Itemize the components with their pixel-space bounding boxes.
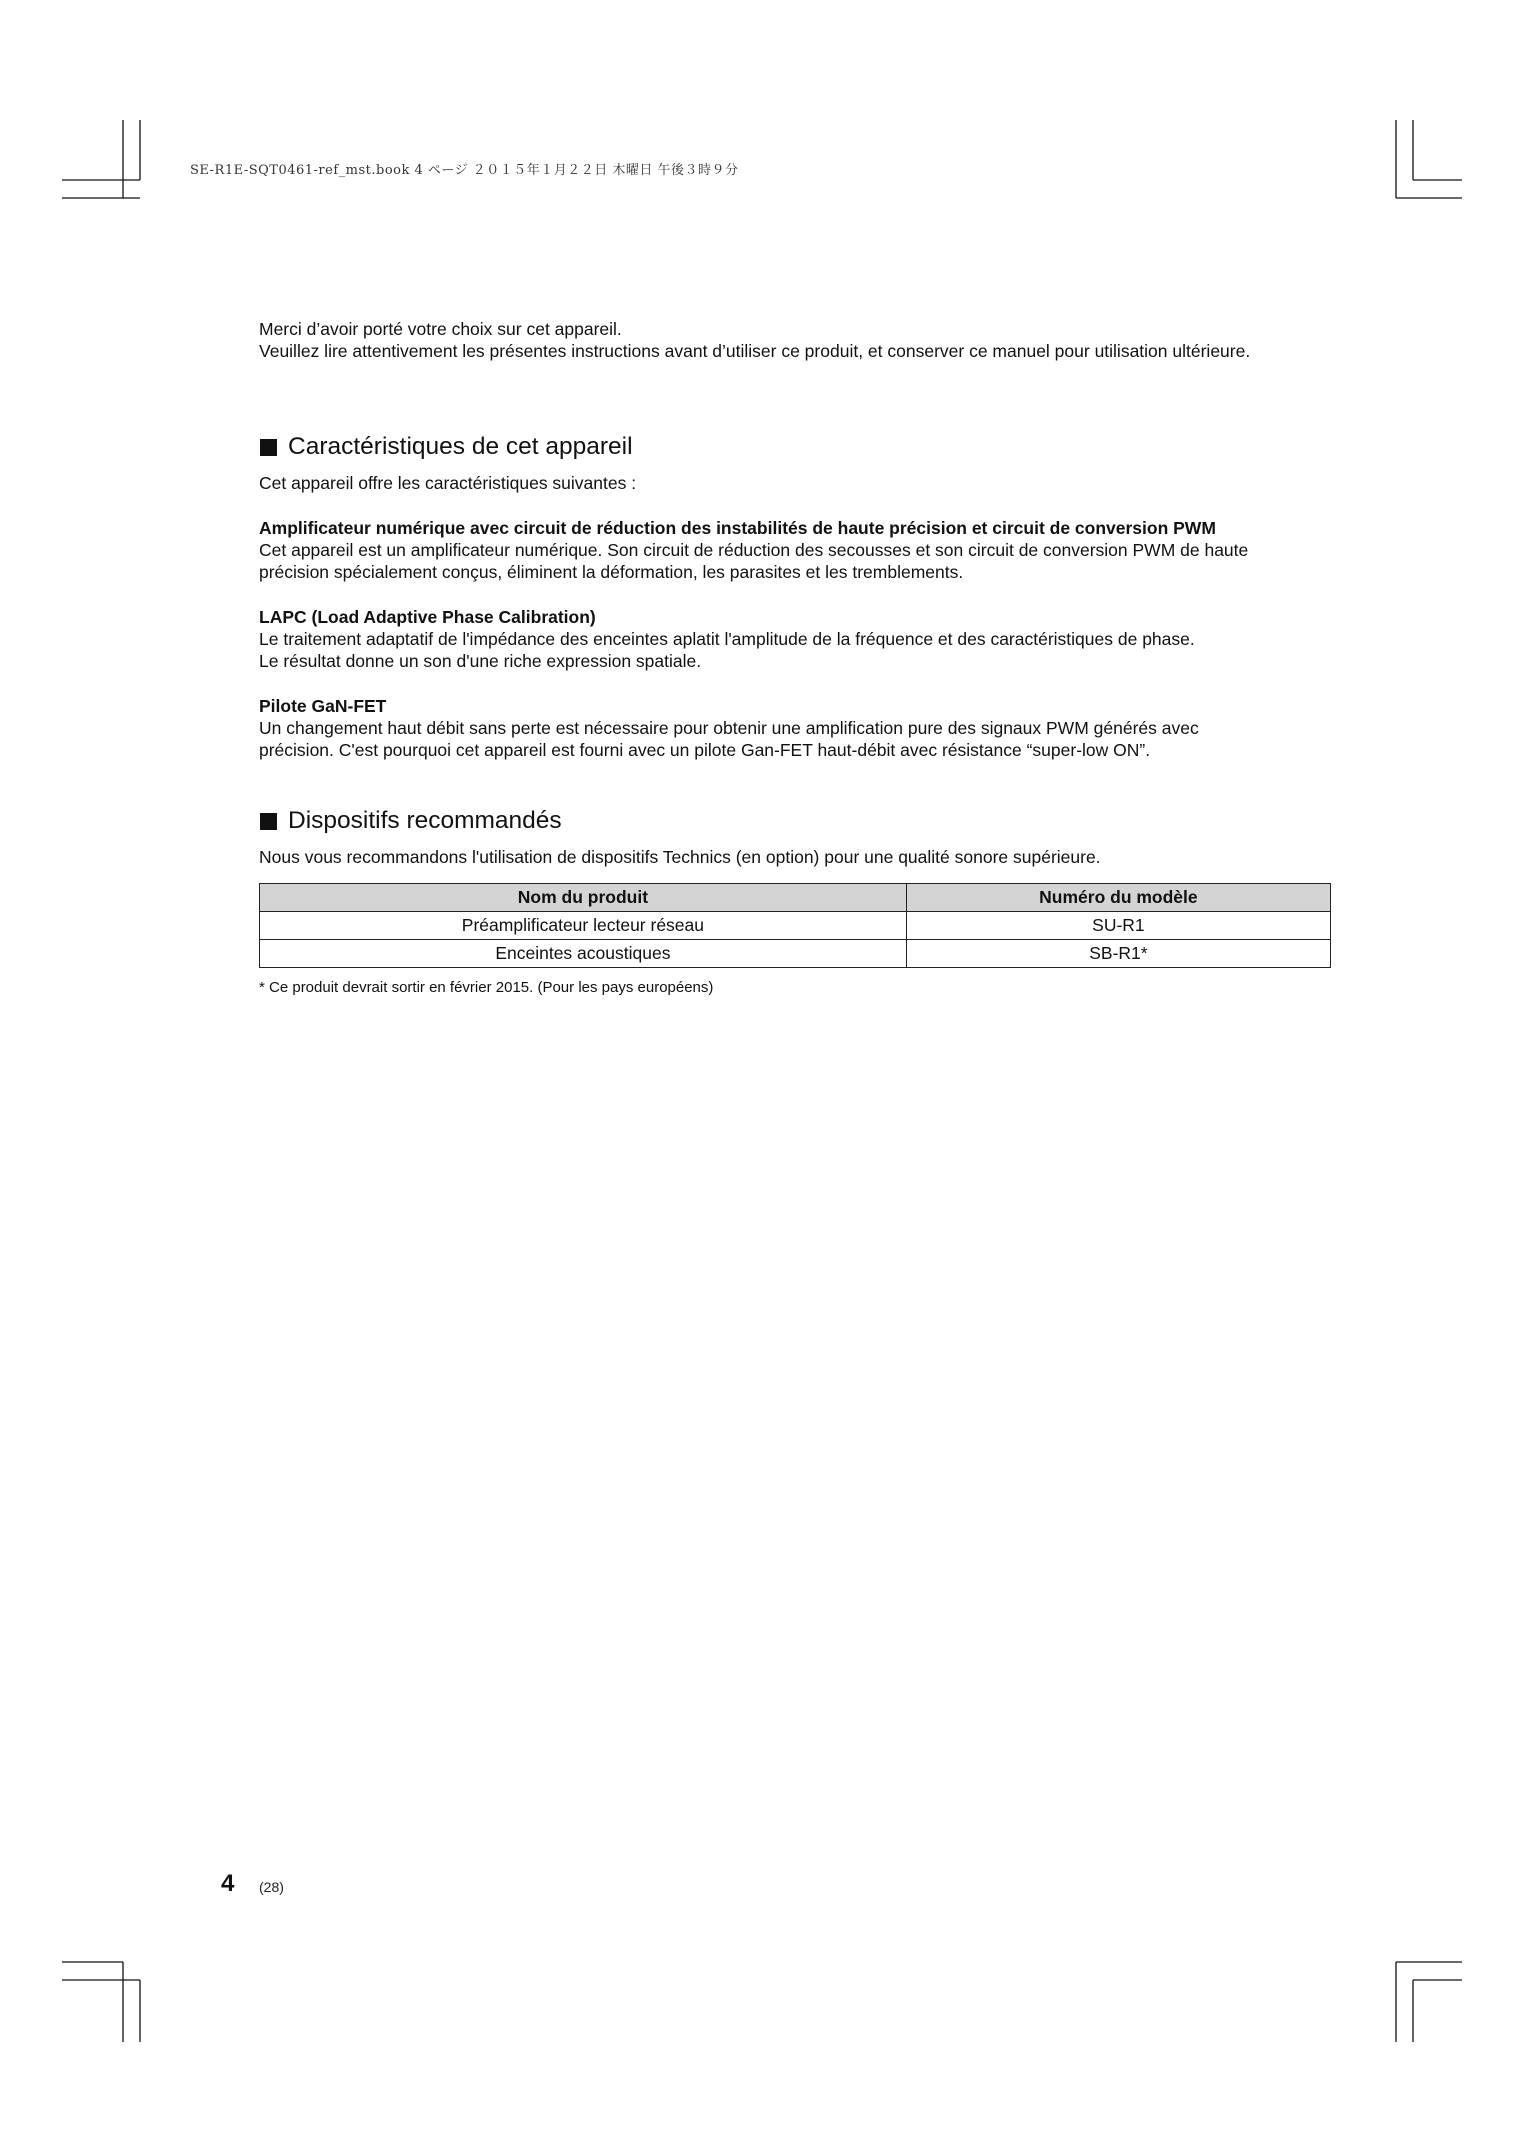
print-header: SE-R1E-SQT0461-ref_mst.book 4 ページ ２０１５年１月２２日 木曜日 午後３時９分 <box>190 163 739 178</box>
feature-item <box>259 606 1334 672</box>
table-cell: Enceintes acoustiques <box>260 940 907 968</box>
column-header: Nom du produit <box>260 884 907 912</box>
feature-text: précision spécialement conçus, éliminent la déformation, les parasites et les tremblements. <box>259 562 964 582</box>
feature-text: Le résultat donne un son d'une riche expression spatiale. <box>259 651 702 671</box>
feature-item <box>259 517 1334 583</box>
feature-title: LAPC (Load Adaptive Phase Calibration) <box>259 607 596 627</box>
section-features <box>259 432 1334 761</box>
feature-text: Le traitement adaptatif de l'impédance des enceintes aplatit l'amplitude de la fréquence et des caractéristiques de phase. <box>259 629 1195 649</box>
section-title-text: Dispositifs recommandés <box>288 807 562 834</box>
section-lead: Cet appareil offre les caractéristiques suivantes : <box>259 473 637 493</box>
feature-text: Cet appareil est un amplificateur numérique. Son circuit de réduction des secousses et son circuit de conversion PWM de haute <box>259 540 1249 560</box>
table-cell: SB-R1* <box>906 940 1330 968</box>
feature-text: précision. C'est pourquoi cet appareil est fourni avec un pilote Gan-FET haut-débit avec résistance “super-low ON”. <box>259 740 1151 760</box>
column-header: Numéro du modèle <box>906 884 1330 912</box>
intro-line: Merci d’avoir porté votre choix sur cet appareil. <box>259 319 622 339</box>
page-content <box>259 318 1334 999</box>
table-cell: SU-R1 <box>906 912 1330 940</box>
feature-text: Un changement haut débit sans perte est nécessaire pour obtenir une amplification pure des signaux PWM générés avec <box>259 718 1199 738</box>
table-header-row <box>260 884 1331 912</box>
square-bullet-icon <box>260 439 277 456</box>
page-reference: (28) <box>259 1879 284 1895</box>
section-lead: Nous vous recommandons l'utilisation de dispositifs Technics (en option) pour une qualité sonore supérieure. <box>259 847 1101 867</box>
feature-item <box>259 695 1334 761</box>
table-cell: Préamplificateur lecteur réseau <box>260 912 907 940</box>
table-row <box>260 940 1331 968</box>
recommended-devices-table <box>259 883 1331 968</box>
section-recommended <box>259 806 1334 999</box>
feature-title: Pilote GaN-FET <box>259 696 387 716</box>
section-title-text: Caractéristiques de cet appareil <box>288 433 633 460</box>
feature-title: Amplificateur numérique avec circuit de réduction des instabilités de haute précision et circuit de conversion PWM <box>259 518 1216 538</box>
page-number: 4 <box>221 1870 235 1897</box>
intro <box>259 318 1334 362</box>
section-title <box>259 806 1334 836</box>
footnote: * Ce produit devrait sortir en février 2015. (Pour les pays européens) <box>259 979 714 996</box>
table-row <box>260 912 1331 940</box>
intro-line: Veuillez lire attentivement les présentes instructions avant d’utiliser ce produit, et conserver ce manuel pour utilisation ultérieure. <box>259 341 1251 361</box>
square-bullet-icon <box>260 813 277 830</box>
section-title <box>259 432 1334 462</box>
